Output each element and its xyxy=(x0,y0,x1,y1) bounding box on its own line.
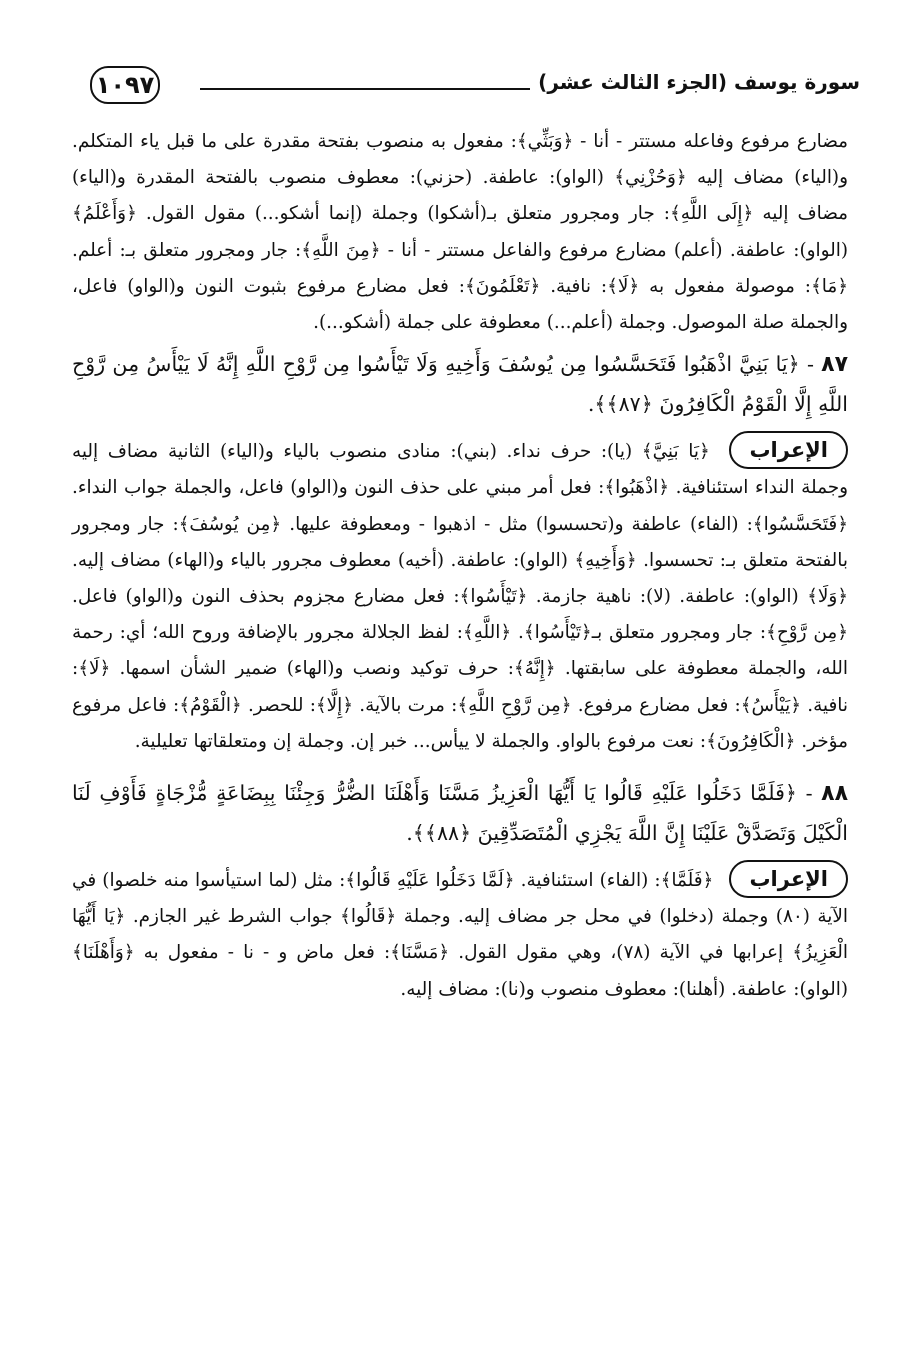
irab-text: ﴿يَا بَنِيَّ﴾ (يا): حرف نداء. (بني): منادى منصوب بالياء و(الياء) الثانية مضاف إليه وجملة النداء استئنافية. ﴿اذْهَبُوا﴾: فعل أمر مبني على حذف النون و(الواو) فاعل، والجملة جواب النداء. ﴿فَتَحَسَّسُوا﴾: (الفاء) عاطفة و(تحسسوا) مثل - اذهبوا - ومعطوفة عليها. ﴿مِن يُوسُفَ﴾: جار ومجرور بالفتحة متعلق بـ: تحسسوا. ﴿وَأَخِيهِ﴾ (الواو): عاطفة. (أخيه) معطوف مجرور بالياء و(الهاء) مضاف إليه. ﴿وَلَا﴾ (الواو): عاطفة. (لا): ناهية جازمة. ﴿تَيْأَسُوا﴾: فعل مضارع مجزوم بحذف النون و(الواو) فاعل. ﴿مِن رَّوْحِ﴾: جار ومجرور متعلق بـ﴿تَيْأَسُوا﴾. ﴿اللَّهِ﴾: لفظ الجلالة مجرور بالإضافة وروح الله؛ أي: رحمة الله، والجملة معطوفة على سابقتها. ﴿إِنَّهُ﴾: حرف توكيد ونصب و(الهاء) ضمير الشأن اسمها. ﴿لَا﴾: نافية. ﴿يَيْأَسُ﴾: فعل مضارع مرفوع. ﴿مِن رَّوْحِ اللَّهِ﴾: مرت بالآية. ﴿إِلَّا﴾: للحصر. ﴿الْقَوْمُ﴾: فاعل مرفوع مؤخر. ﴿الْكَافِرُونَ﴾: نعت مرفوع بالواو. والجملة لا ييأس... خبر إن. وجملة إن ومتعلقاتها تعليلية. xyxy=(72,441,848,752)
verse-87 xyxy=(72,345,848,423)
header-title: سورة يوسف (الجزء الثالث عشر) xyxy=(538,70,860,94)
verse-88 xyxy=(72,774,848,852)
irab-block-87 xyxy=(72,431,848,760)
page-header xyxy=(70,62,860,118)
irab-label: الإعراب xyxy=(729,860,848,898)
continuation-paragraph: مضارع مرفوع وفاعله مستتر - أنا - ﴿وَبَثِّي﴾: مفعول به منصوب بفتحة مقدرة على ما قبل ياء المتكلم. و(الياء) مضاف إليه ﴿وَحُزْنِي﴾ (الواو): عاطفة. (حزني): معطوف منصوب بالفتحة المقدرة و(الياء) مضاف إليه ﴿إِلَى اللَّهِ﴾: جار ومجرور متعلق بـ(أشكوا) وجملة (إنما أشكو...) مقول القول. ﴿وَأَعْلَمُ﴾ (الواو): عاطفة. (أعلم) مضارع مرفوع والفاعل مستتر - أنا - ﴿مِنَ اللَّهِ﴾: جار ومجرور متعلق بـ: أعلم. ﴿مَا﴾: موصولة مفعول به ﴿لَا﴾: نافية. ﴿تَعْلَمُونَ﴾: فعل مضارع مرفوع بثبوت النون و(الواو) فاعل، والجملة صلة الموصول. وجملة (أعلم...) معطوفة على جملة (أشكو...). xyxy=(72,131,848,334)
irab-label: الإعراب xyxy=(729,431,848,469)
irab-block-88 xyxy=(72,860,848,1008)
page-content xyxy=(72,124,848,1324)
irab-text: ﴿فَلَمَّا﴾: (الفاء) استئنافية. ﴿لَمَّا دَخَلُوا عَلَيْهِ قَالُوا﴾: مثل (لما استيأسوا منه خلصوا) في الآية (٨٠) وجملة (دخلوا) في محل جر مضاف إليه. وجملة ﴿قَالُوا﴾ جواب الشرط غير الجازم. ﴿يَا أَيُّهَا الْعَزِيزُ﴾ إعرابها في الآية (٧٨)، وهي مقول القول. ﴿مَسَّنَا﴾: فعل ماض و - نا - مفعول به ﴿وَأَهْلَنَا﴾ (الواو): عاطفة. (أهلنا): معطوف منصوب و(نا): مضاف إليه. xyxy=(72,870,848,1000)
verse-text: - ﴿فَلَمَّا دَخَلُوا عَلَيْهِ قَالُوا يَا أَيُّهَا الْعَزِيزُ مَسَّنَا وَأَهْلَنَا الضُّرُّ وَجِئْنَا بِبِضَاعَةٍ مُّزْجَاةٍ فَأَوْفِ لَنَا الْكَيْلَ وَتَصَدَّقْ عَلَيْنَا إِنَّ اللَّهَ يَجْزِي الْمُتَصَدِّقِينَ ﴿٨٨﴾﴾. xyxy=(72,781,848,845)
page-number: ١٠٩٧ xyxy=(90,66,160,104)
verse-number: ٨٧ xyxy=(821,352,848,378)
verse-text: - ﴿يَا بَنِيَّ اذْهَبُوا فَتَحَسَّسُوا مِن يُوسُفَ وَأَخِيهِ وَلَا تَيْأَسُوا مِن رَّوْحِ اللَّهِ إِنَّهُ لَا يَيْأَسُ مِن رَّوْحِ اللَّهِ إِلَّا الْقَوْمُ الْكَافِرُونَ ﴿٨٧﴾﴾. xyxy=(72,352,848,416)
verse-number: ٨٨ xyxy=(821,781,849,807)
header-rule xyxy=(200,88,530,90)
